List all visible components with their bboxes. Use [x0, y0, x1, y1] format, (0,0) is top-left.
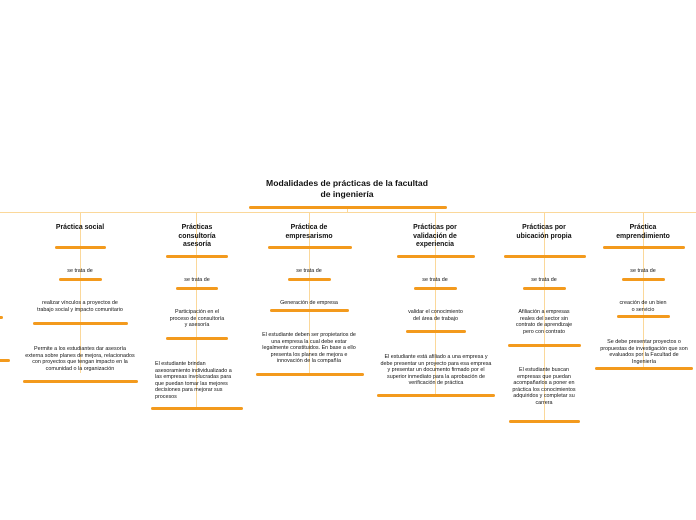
- branch-title-consultoria-asesoria[interactable]: Prácticas consultoría asesoría: [178, 224, 216, 249]
- subtopic-se-trata-de[interactable]: se trata de: [184, 277, 210, 283]
- subtopic-propietarios-empresa[interactable]: El estudiante deben ser propietarios de una empresa la cual debe estar legalmente constituidos. En base a ello presenta los planes de mejora e innovación de la compañía: [262, 332, 356, 365]
- branch-underline-consultoria-asesoria: [166, 255, 228, 258]
- branch-title-validacion-experiencia[interactable]: Prácticas por validación de experiencia: [413, 224, 457, 249]
- root-topic-title[interactable]: Modalidades de prácticas de la facultad de ingeniería: [266, 178, 428, 199]
- subtopic-underline: [23, 380, 138, 383]
- subtopic-underline: [33, 322, 128, 325]
- branch-title-ubicacion-propia[interactable]: Prácticas por ubicación propia: [516, 224, 572, 240]
- subtopic-estudiante-buscan-empresas[interactable]: El estudiante buscan empresas que puedan acompañarlos a poner en práctica los conocimientos adquiridos y completar su carrera: [512, 367, 576, 406]
- subtopic-underline: [59, 278, 102, 281]
- offscreen-node-underline: [0, 359, 10, 362]
- branch-underline-ubicacion-propia: [504, 255, 586, 258]
- subtopic-asesoramiento-individualizado[interactable]: El estudiante brindan asesoramiento individualizado a las empresas involucradas para que puedan tomar las mejores decisiones para mejorar sus procesos: [155, 361, 232, 400]
- subtopic-se-trata-de[interactable]: se trata de: [67, 268, 93, 274]
- branch-title-emprendimiento[interactable]: Práctica emprendimiento: [616, 224, 670, 240]
- branch-underline-empresarismo: [268, 246, 352, 249]
- subtopic-se-trata-de[interactable]: se trata de: [422, 277, 448, 283]
- subtopic-proyectos-investigacion[interactable]: Se debe presentar proyectos o propuestas de investigación que son evaluados por la Facultad de Ingeniería: [600, 339, 688, 365]
- subtopic-underline: [406, 330, 466, 333]
- subtopic-afiliado-empresa[interactable]: El estudiante está afiliado a una empresa y debe presentar un proyecto para esa empresa y presentar un documento firmado por el superior inmediato para la aprobación de verificación de práctica: [380, 354, 492, 387]
- subtopic-underline: [288, 278, 331, 281]
- offscreen-node-underline: [0, 316, 3, 319]
- main-horizontal-connector: [0, 212, 696, 213]
- subtopic-generacion-empresa[interactable]: Generación de empresa: [280, 300, 338, 306]
- subtopic-asesoria-externa[interactable]: Permite a los estudiantes dar asesoría externa sobre planes de mejora, relacionados con proyectos que tengan impacto en la comunidad o la organización: [25, 346, 135, 372]
- subtopic-underline: [176, 287, 218, 290]
- branch-title-practica-social[interactable]: Práctica social: [55, 224, 105, 231]
- subtopic-underline: [523, 287, 566, 290]
- branch-underline-practica-social: [55, 246, 106, 249]
- branch-underline-emprendimiento: [603, 246, 685, 249]
- subtopic-afiliacion-empresas[interactable]: Afiliación a empresas reales del sector sin contrato de aprendizaje pero con contrato: [515, 309, 573, 335]
- subtopic-underline: [617, 315, 670, 318]
- subtopic-underline: [166, 337, 228, 340]
- subtopic-underline: [256, 373, 364, 376]
- subtopic-underline: [270, 309, 349, 312]
- root-topic-underline: [249, 206, 447, 209]
- subtopic-underline: [595, 367, 693, 370]
- subtopic-underline: [151, 407, 243, 410]
- branch-underline-validacion-experiencia: [397, 255, 475, 258]
- subtopic-underline: [509, 420, 580, 423]
- subtopic-underline: [377, 394, 495, 397]
- subtopic-se-trata-de[interactable]: se trata de: [296, 268, 322, 274]
- subtopic-se-trata-de[interactable]: se trata de: [531, 277, 557, 283]
- subtopic-underline: [414, 287, 457, 290]
- subtopic-participacion-consultoria[interactable]: Participación en el proceso de consultoría y asesoría: [169, 309, 225, 329]
- branch-title-empresarismo[interactable]: Práctica de empresarismo: [285, 224, 333, 240]
- subtopic-underline: [622, 278, 665, 281]
- subtopic-validar-conocimiento[interactable]: validar el conocimiento del área de trabajo: [408, 309, 463, 322]
- subtopic-se-trata-de[interactable]: se trata de: [630, 268, 656, 274]
- subtopic-underline: [508, 344, 581, 347]
- subtopic-creacion-bien-servicio[interactable]: creación de un bien o servicio: [619, 300, 667, 313]
- subtopic-vinculos-proyectos[interactable]: realizar vínculos a proyectos de trabajo social y impacto comunitario: [37, 300, 123, 313]
